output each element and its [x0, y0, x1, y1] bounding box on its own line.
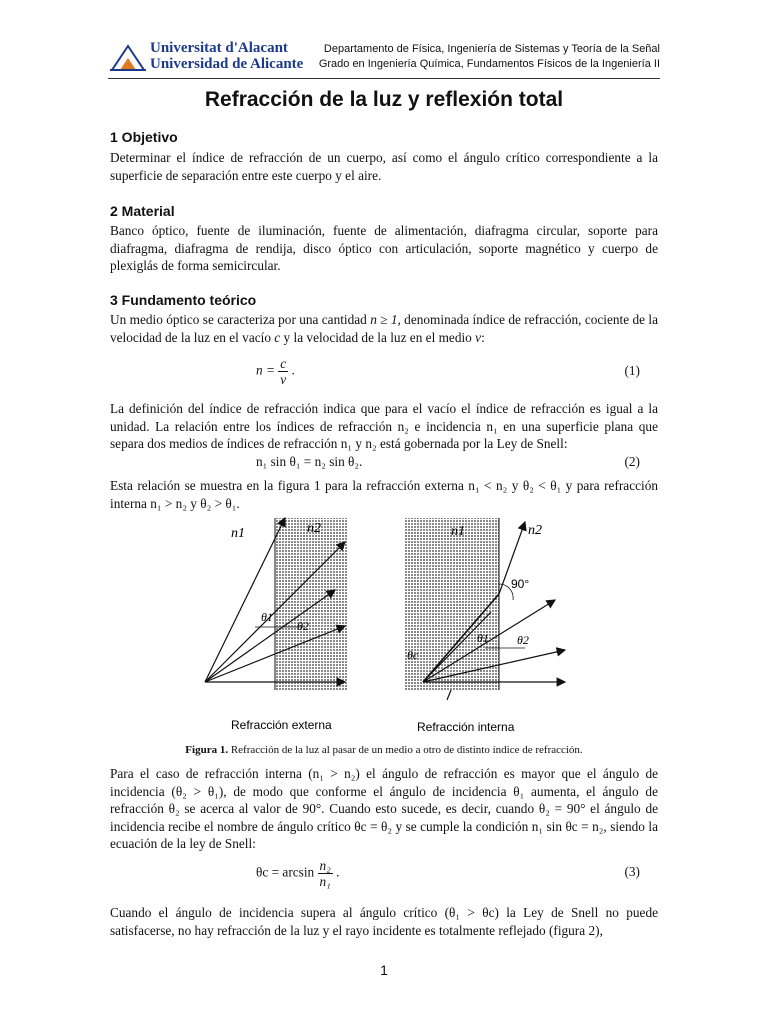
right-label-theta2: θ2: [517, 633, 529, 647]
p1-part-e: y la velocidad de la luz en el medio: [283, 329, 472, 345]
eq1-fraction: [278, 356, 288, 387]
eq1-lhs: n =: [256, 362, 275, 378]
p1-part-b: n ≥ 1: [370, 312, 398, 327]
eq3-denominator: n₁: [319, 874, 331, 889]
eq1-numerator: c: [280, 356, 287, 371]
eq3-lhs: θc = arcsin: [256, 864, 315, 880]
equation-3-number: (3): [624, 864, 640, 879]
right-label-thetac: θc: [407, 648, 419, 662]
section-heading-material: 2 Material: [110, 203, 175, 219]
equation-1: [256, 356, 295, 387]
material-text: Banco óptico, fuente de iluminación, fuente de alimentación, diafragma circular, soporte para diafragma, diafragma de rendija, disco óptico con articulación, soporte magnético y cuerpo de plexiglás de forma semicircular.: [110, 223, 658, 273]
university-logo-icon: [108, 40, 148, 74]
fundamento-paragraph-1: [110, 311, 658, 346]
refraction-figure: [195, 514, 595, 738]
left-medium-n2: [275, 518, 347, 690]
fundamento-paragraph-5: Cuando el ángulo de incidencia supera al ángulo crítico (θ₁ > θc) la Ley de Snell no puede satisfacerse, no hay refracción de la luz y el rayo incidente es totalmente reflejado (figura 2),: [110, 905, 658, 938]
page-header: [108, 40, 660, 79]
right-label-n1: n1: [451, 524, 465, 539]
caption-refraction-external: Refracción externa: [231, 718, 332, 732]
figure-caption: [0, 744, 768, 756]
caption-refraction-internal: Refracción interna: [417, 720, 515, 734]
right-label-90deg: 90°: [511, 577, 530, 591]
left-label-n2: n2: [307, 521, 321, 536]
equation-2-number: (2): [624, 454, 640, 469]
section-heading-fundamento: 3 Fundamento teórico: [110, 292, 257, 308]
fundamento-paragraph-3: Esta relación se muestra en la figura 1 para la refracción externa n₁ < n₂ y θ₂ < θ₁ y para refracción interna n₁ > n₂ y θ₂ > θ₁.: [110, 478, 658, 511]
p1-part-d: c: [274, 329, 281, 345]
right-label-n2: n2: [528, 523, 542, 538]
figure-caption-text: Refracción de la luz al pasar de un medio a otro de distinto índice de refracción.: [230, 744, 583, 756]
university-name-valencian: Universitat d'Alacant: [150, 40, 288, 56]
page-title: Refracción de la luz y reflexión total: [204, 88, 564, 111]
department-name: Departamento de Física, Ingeniería de Sistemas y Teoría de la Señal: [323, 43, 660, 55]
figure-caption-label: Figura 1.: [185, 744, 229, 756]
page-number: 1: [380, 962, 388, 978]
p1-part-f: v: [475, 329, 482, 345]
eq3-fraction: [318, 858, 333, 889]
equation-1-number: (1): [624, 363, 640, 378]
degree-name: Grado en Ingeniería Química, Fundamentos Físicos de la Ingeniería II: [318, 58, 660, 70]
refraction-diagram: [195, 514, 595, 738]
left-label-theta2: θ2: [297, 619, 309, 633]
eq1-tail: .: [291, 362, 295, 378]
right-label-theta1: θ1: [477, 631, 489, 645]
objetivo-text: Determinar el índice de refracción de un cuerpo, así como el ángulo crítico correspondiente a la superficie de separación entre este cuerpo y el aire.: [110, 150, 658, 183]
fundamento-paragraph-4: Para el caso de refracción interna (n₁ > n₂) el ángulo de refracción es mayor que el ángulo de incidencia (θ₂ > θ₁), de modo que conforme el ángulo de incidencia θ₁ aumenta, el ángulo de refracción θ₂ se acerca al valor de 90°. Cuando esto sucede, es decir, cuando θ₂ = 90° el ángulo de incidencia recibe el nombre de ángulo crítico θc = θ₂ y se cumple la condición n₁ sin θc = n₂, siendo la ecuación de la ley de Snell:: [110, 766, 658, 851]
eq1-denominator: v: [280, 372, 287, 387]
university-name-spanish: Universidad de Alicante: [150, 56, 304, 72]
left-label-n1: n1: [231, 526, 245, 541]
eq3-tail: .: [336, 864, 340, 880]
eq3-numerator: n₂: [319, 858, 331, 873]
left-label-theta1: θ1: [261, 610, 273, 624]
p1-part-a: Un medio óptico se caracteriza por una cantidad: [110, 312, 367, 327]
fundamento-paragraph-2: La definición del índice de refracción indica que para el vacío el índice de refracción es igual a la unidad. La relación entre los índices de refracción n₂ e incidencia n₁ en una superficie plana que separa dos medios de índices de refracción n₁ y n₂ está gobernada por la Ley de Snell:: [110, 401, 658, 451]
section-heading-objetivo: 1 Objetivo: [110, 129, 178, 145]
p1-part-c: , denominada índice de refracción, cociente de la velocidad de la luz en el vacío: [110, 312, 658, 345]
equation-3: [256, 858, 339, 889]
left-ray-4: [205, 518, 285, 682]
equation-2: n₁ sin θ₁ = n₂ sin θ₂.: [256, 454, 363, 469]
p1-part-g: :: [481, 329, 485, 345]
right-tick: [447, 690, 451, 700]
